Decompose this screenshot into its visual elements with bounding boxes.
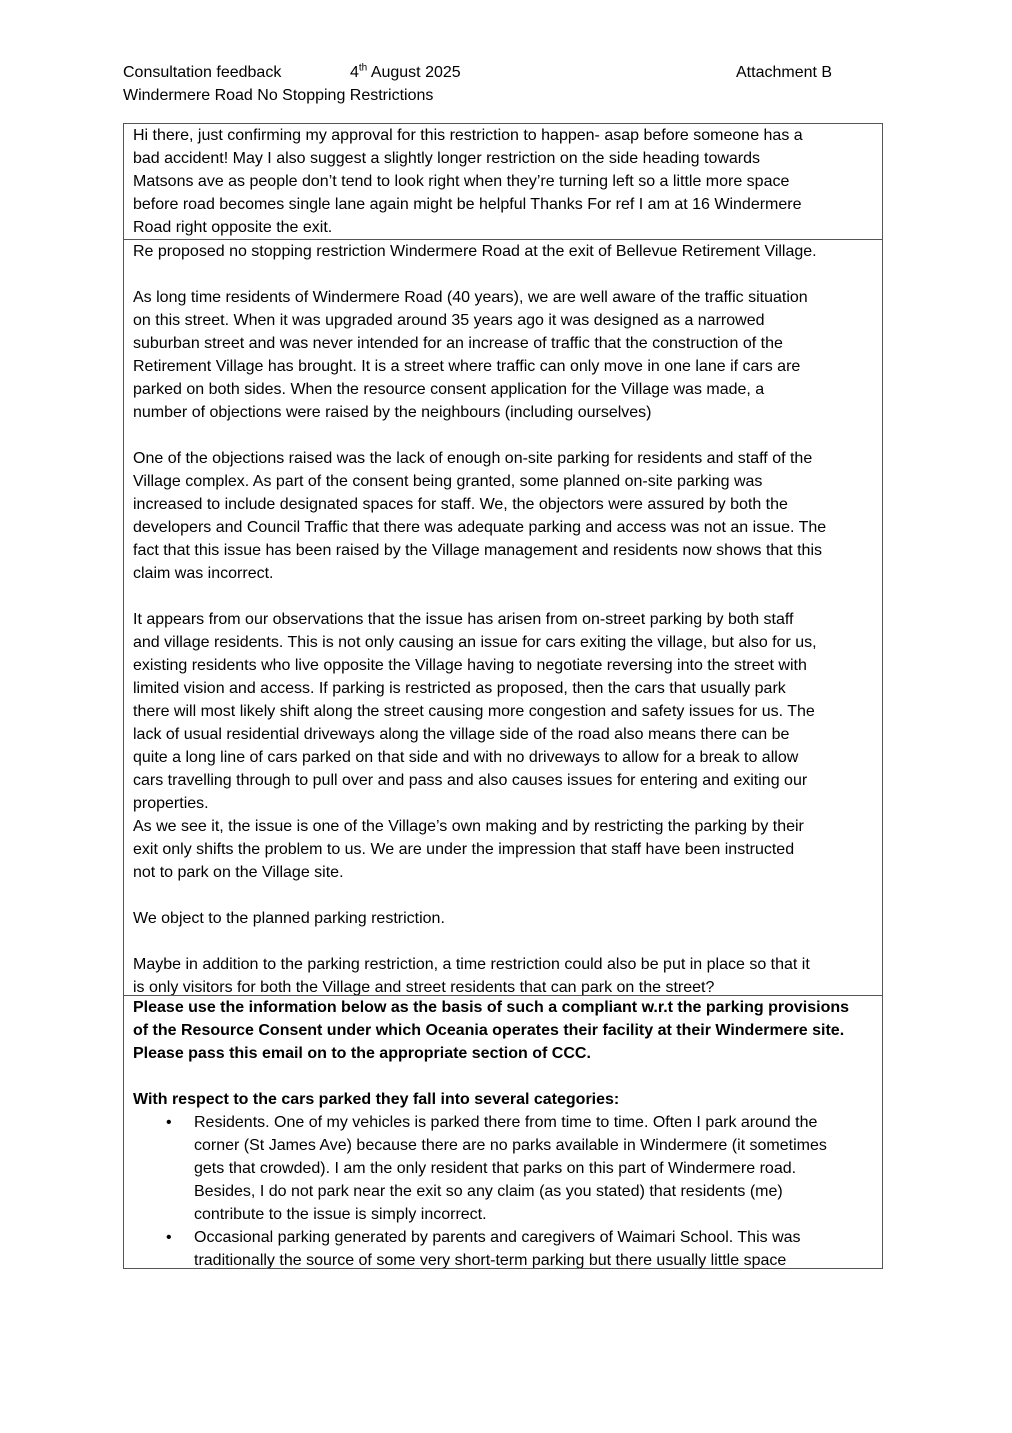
header-date <box>350 61 461 84</box>
feedback-3-bold-paragraph-1: Please use the information below as the basis of such a compliant w.r.t the parking provisions of the Resource Consent under which Oceania operates their facility at their Windermere site. Please pass this email on to the appropriate section of CCC. <box>133 999 850 1062</box>
feedback-3-bold-paragraph-2: With respect to the cars parked they fall into several categories: <box>133 1091 620 1108</box>
feedback-1-paragraph-1: Hi there, just confirming my approval for this restriction to happen- asap before someone has a bad accident! May I also suggest a slightly longer restriction on the side heading towards Matsons ave as people don’t tend to look right when they’re turning left so a little more space before road becomes single lane again might be helpful Thanks For ref I am at 16 Windermere Road right opposite the exit. <box>133 127 803 236</box>
header-subtitle: Windermere Road No Stopping Restrictions <box>123 87 434 104</box>
date-suffix: th <box>358 62 368 74</box>
feedback-2-paragraph-3: One of the objections raised was the lack of enough on-site parking for residents and staff of the Village complex. As part of the consent being granted, some planned on-site parking was increased to include designated spaces for staff. We, the objectors were assured by both the developers and Council Traffic that there was adequate parking and access was not an issue. The fact that this issue has been raised by the Village management and residents now shows that this claim was incorrect. <box>133 450 827 582</box>
header-document-type: Consultation feedback <box>123 64 282 81</box>
date-day: 4 <box>350 64 359 81</box>
list-item-text: Residents. One of my vehicles is parked there from time to time. Often I park around the corner (St James Ave) because there are no parks available in Windermere (it sometimes gets that crowded). I am the only resident that parks on this part of Windermere road. Besides, I do not park near the exit so any claim (as you stated) that residents (me) contribute to the issue is simply incorrect. <box>194 1114 827 1223</box>
feedback-table <box>123 123 883 1269</box>
date-month-year: August 2025 <box>367 64 461 81</box>
feedback-cell-3 <box>124 995 882 1268</box>
list-item-text: Occasional parking generated by parents and caregivers of Waimari School. This was traditionally the source of some very short-term parking but there usually little space <box>194 1229 801 1268</box>
feedback-2-paragraph-4: It appears from our observations that the issue has arisen from on-street parking by both staff and village residents. This is not only causing an issue for cars exiting the village, but also for us, existing residents who live opposite the Village having to negotiate reversing into the street with limited vision and access. If parking is restricted as proposed, then the cars that usually park there will most likely shift along the street causing more congestion and safety issues for us. The lack of usual residential driveways along the village side of the road also means there can be quite a long line of cars parked on that side and with no driveways to allow for a break to allow cars travelling through to pull over and pass and also causes issues for entering and exiting our properties. As we see it, the issue is one of the Village’s own making and by restricting the parking by their exit only shifts the problem to us. We are under the impression that staff have been instructed not to park on the Village site. <box>133 611 817 881</box>
feedback-cell-1 <box>124 124 882 239</box>
feedback-2-paragraph-2: As long time residents of Windermere Road (40 years), we are well aware of the traffic situation on this street. When it was upgraded around 35 years ago it was designed as a narrowed suburban street and was never intended for an increase of traffic that the construction of the Retirement Village has brought. It is a street where traffic can only move in one lane if cars are parked on both sides. When the resource consent application for the Village was made, a number of objections were raised by the neighbours (including ourselves) <box>133 289 808 421</box>
header-attachment-label: Attachment B <box>736 64 833 81</box>
feedback-2-paragraph-1: Re proposed no stopping restriction Windermere Road at the exit of Bellevue Retirement Village. <box>133 243 817 260</box>
feedback-cell-2 <box>124 239 882 995</box>
feedback-3-bullet-list <box>133 1111 873 1268</box>
feedback-2-paragraph-6: Maybe in addition to the parking restriction, a time restriction could also be put in place so that it is only visitors for both the Village and street residents that can park on the street? <box>133 956 810 995</box>
list-item <box>133 1111 873 1226</box>
list-item <box>133 1226 873 1268</box>
bullet-icon: • <box>166 1114 172 1131</box>
feedback-2-paragraph-5: We object to the planned parking restriction. <box>133 910 445 927</box>
bullet-icon: • <box>166 1229 172 1246</box>
